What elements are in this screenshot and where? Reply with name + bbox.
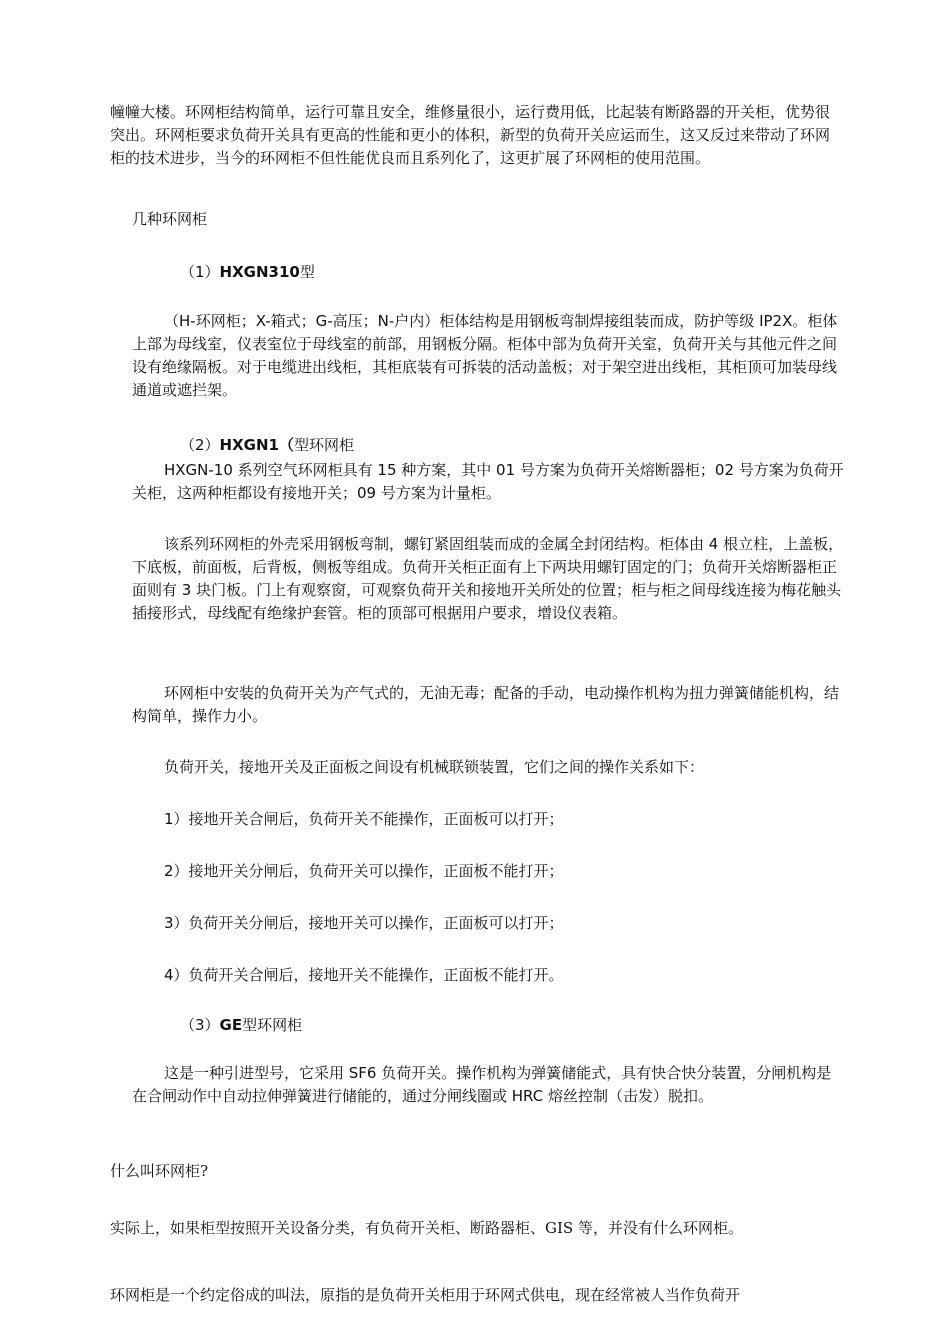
type1-number: （1） [180, 263, 220, 281]
answer-paragraph-1: 实际上，如果柜型按照开关设备分类，有负荷开关柜、断路器柜、GIS 等，并没有什么环网柜。 [110, 1219, 743, 1237]
intro-paragraph: 幢幢大楼。环网柜结构简单，运行可靠且安全，维修量很小，运行费用低，比起装有断路器的开关柜，优势很突出。环网柜要求负荷开关具有更高的性能和更小的体积，新型的负荷开关应运而生，这又反过来带动了环网柜的技术进步，当今的环网柜不但性能优良而且系列化了，这更扩展了环网柜的使用范围。 [110, 103, 831, 167]
list-item: 1）接地开关合闸后，负荷开关不能操作，正面板可以打开； [164, 810, 564, 828]
list-item: 2）接地开关分闸后，负荷开关可以操作，正面板不能打开； [164, 862, 564, 880]
type2-paragraph-4: 负荷开关，接地开关及正面板之间设有机械联锁装置，它们之间的操作关系如下： [164, 758, 705, 776]
type1-model: HXGN310 [219, 263, 300, 281]
type2-model: HXGN1（ [219, 436, 294, 454]
type2-number: （2） [180, 436, 220, 454]
type1-suffix: 型 [299, 263, 315, 281]
type3-description: 这是一种引进型号，它采用 SF6 负荷开关。操作机构为弹簧储能式，具有快合快分装置，分闸机构是在合闸动作中自动拉伸弹簧进行储能的，通过分闸线圈或 HRC 熔丝控制（击发）脱扣。 [132, 1064, 832, 1105]
type3-heading [180, 1014, 302, 1037]
section-heading: 几种环网柜 [132, 210, 208, 228]
type2-heading [180, 434, 354, 457]
type1-heading [180, 261, 315, 284]
question-heading: 什么叫环网柜? [110, 1162, 209, 1180]
list-item: 3）负荷开关分闸后，接地开关可以操作，正面板可以打开； [164, 914, 564, 932]
type1-description: （H-环网柜；X-箱式；G-高压；N-户内）柜体结构是用钢板弯制焊接组装而成，防护等级 IP2X。柜体上部为母线室，仪表室位于母线室的前部，用钢板分隔。柜体中部为负荷开关室，负荷开关与其他元件之间设有绝缘隔板。对于电缆进出线柜，其柜底装有可拆装的活动盖板；对于架空进出线柜，其柜顶可加装母线通道或遮拦架。 [132, 312, 838, 399]
list-item: 4）负荷开关合闸后，接地开关不能操作，正面板不能打开。 [164, 966, 564, 984]
answer-paragraph-2: 环网柜是一个约定俗成的叫法，原指的是负荷开关柜用于环网式供电，现在经常被人当作负荷开 [110, 1286, 741, 1304]
type2-paragraph-3: 环网柜中安装的负荷开关为产气式的，无油无毒；配备的手动，电动操作机构为扭力弹簧储能机构，结构简单，操作力小。 [132, 684, 840, 725]
type3-model: GE [219, 1016, 243, 1034]
type3-suffix: 型环网柜 [242, 1016, 303, 1034]
type3-number: （3） [180, 1016, 220, 1034]
type2-paragraph-2: 该系列环网柜的外壳采用钢板弯制，螺钉紧固组装而成的金属全封闭结构。柜体由 4 根立柱，上盖板，下底板，前面板，后背板，侧板等组成。负荷开关柜正面有上下两块用螺钉固定的门；负荷开关熔断器柜正面则有 3 块门板。门上有观察窗，可观察负荷开关和接地开关所处的位置；柜与柜之间母线连接为梅花触头插接形式，母线配有绝缘护套管。柜的顶部可根据用户要求，增设仪表箱。 [132, 535, 844, 622]
type2-paragraph-1: HXGN-10 系列空气环网柜具有 15 种方案，其中 01 号方案为负荷开关熔断器柜；02 号方案为负荷开关柜，这两种柜都设有接地开关；09 号方案为计量柜。 [132, 461, 844, 502]
type2-suffix: 型环网柜 [293, 436, 354, 454]
